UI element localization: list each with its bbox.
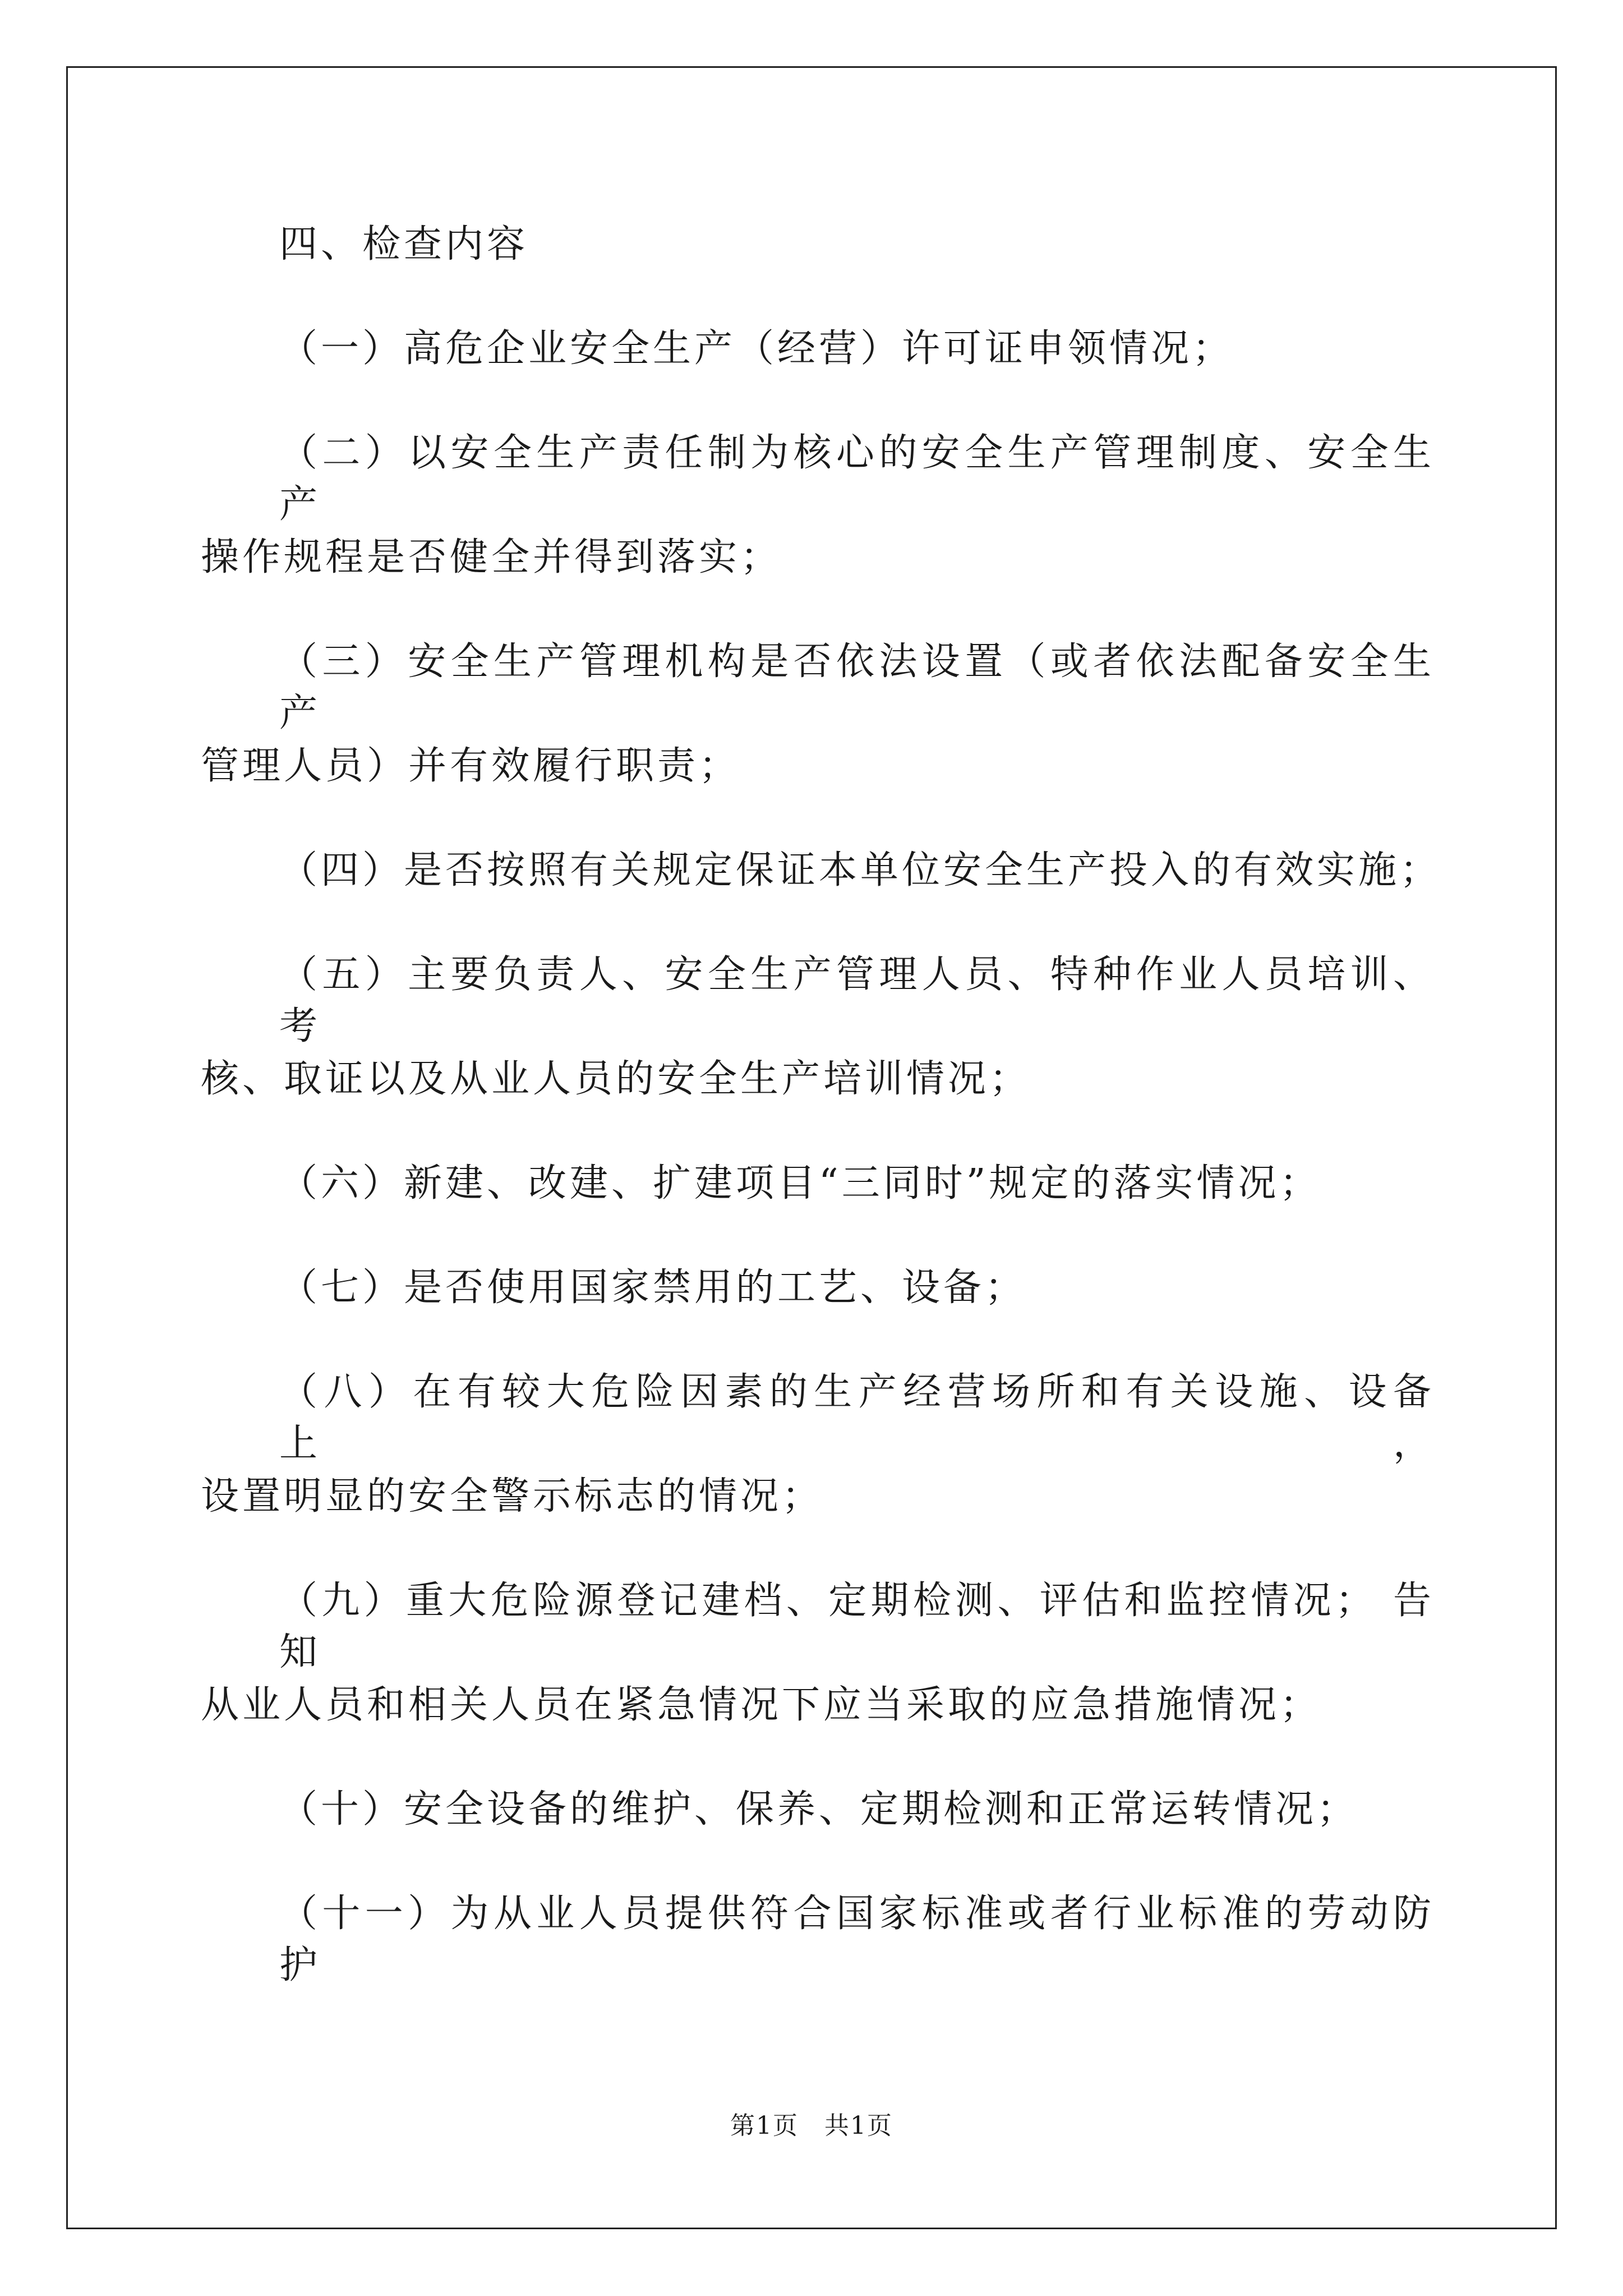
body-line: （八）在有较大危险因素的生产经营场所和有关设施、设备上，	[279, 1370, 1435, 1466]
body-line: （二）以安全生产责任制为核心的安全生产管理制度、安全生产	[279, 431, 1435, 527]
body-line: 设置明显的安全警示标志的情况；	[201, 1474, 824, 1519]
body-line: （七）是否使用国家禁用的工艺、设备；	[279, 1266, 1027, 1310]
body-line: （一）高危企业安全生产（经营）许可证申领情况；	[279, 326, 1234, 371]
body-line: （九）重大危险源登记建档、定期检测、评估和监控情况； 告知	[279, 1579, 1435, 1674]
body-line: （六）新建、改建、扩建项目“三同时”规定的落实情况；	[279, 1161, 1321, 1205]
body-line: 四、检查内容	[279, 222, 529, 266]
body-line: （三）安全生产管理机构是否依法设置（或者依法配备安全生产	[279, 639, 1435, 735]
body-line: （十）安全设备的维护、保养、定期检测和正常运转情况；	[279, 1787, 1359, 1832]
body-line: （四）是否按照有关规定保证本单位安全生产投入的有效实施；	[279, 848, 1442, 892]
body-line: 从业人员和相关人员在紧急情况下应当采取的应急措施情况；	[201, 1683, 1322, 1727]
body-line: （五）主要负责人、安全生产管理人员、特种作业人员培训、 考	[279, 953, 1435, 1048]
body-line: 核、取证以及从业人员的安全生产培训情况；	[201, 1057, 1031, 1101]
body-line: 操作规程是否健全并得到落实；	[201, 535, 782, 579]
page-footer	[0, 2109, 1623, 2143]
page-number-label: 第1页 共1页	[730, 2111, 893, 2140]
document-body	[201, 219, 1442, 1993]
body-line: 管理人员）并有效履行职责；	[201, 744, 741, 788]
body-line: （十一）为从业人员提供符合国家标准或者行业标准的劳动防护	[279, 1892, 1435, 1987]
